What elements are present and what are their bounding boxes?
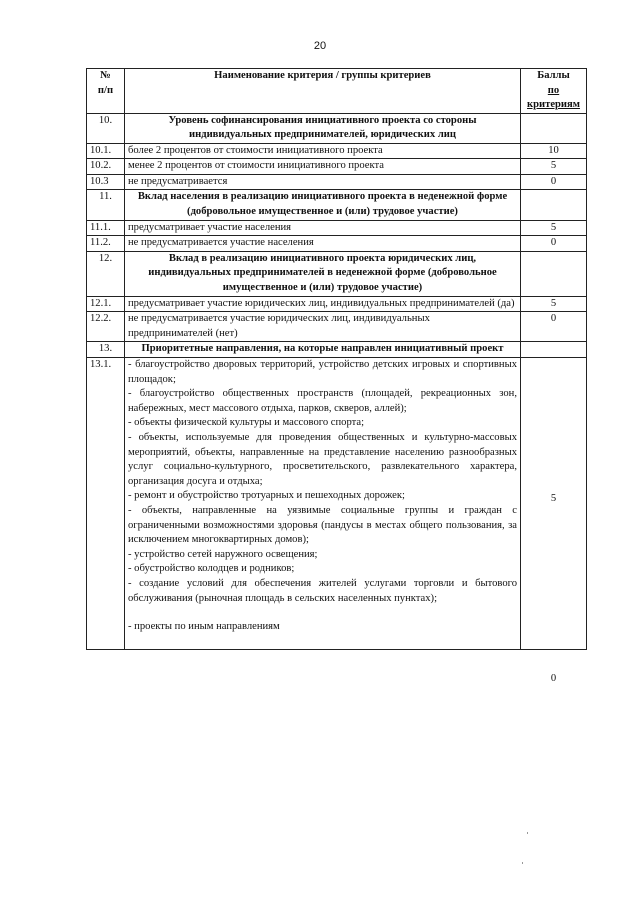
header-score-line1: Баллы: [537, 70, 570, 81]
criterion-score: 5: [521, 159, 587, 175]
list-item: - объекты, направленные на уязвимые социальные группы и граждан с ограниченными возможностями здоровья (пандусы в местах общего пользования, за исключением многоквартирных домов);: [128, 504, 517, 546]
score-main: 5: [550, 493, 557, 504]
list-item: - создание условий для обеспечения жителей услугами торговли и бытового обслуживания (рыночная площадь в сельских населенных пунктах);: [128, 577, 517, 604]
list-item: - ремонт и обустройство тротуарных и пешеходных дорожек;: [128, 490, 405, 502]
criterion-score: 0: [521, 174, 587, 190]
criterion-name: предусматривает участие населения: [125, 220, 521, 236]
criterion-name: не предусматривается участие юридических лиц, индивидуальных предпринимателей (нет): [125, 312, 521, 342]
table-row: [87, 159, 587, 175]
directions-list: [125, 358, 521, 650]
table-row: [87, 220, 587, 236]
list-item: - устройство сетей наружного освещения;: [128, 548, 318, 560]
scan-artifact: [527, 832, 528, 834]
row-number: 12.: [87, 251, 125, 296]
table-row: [87, 174, 587, 190]
row-13-1-scores: [521, 358, 587, 684]
group-row: [87, 342, 587, 358]
table-row: [87, 296, 587, 312]
criterion-score: [521, 113, 587, 143]
scan-artifact: [522, 862, 523, 864]
group-title: Вклад населения в реализацию инициативного проекта в неденежной форме (добровольное имущественное и (или) трудовое участие): [125, 190, 521, 220]
criterion-score: 0: [521, 236, 587, 252]
criteria-row-13-1: [87, 358, 587, 684]
row-number: 11.: [87, 190, 125, 220]
header-score: [521, 69, 587, 114]
list-item-other: - проекты по иным направлениям: [128, 621, 280, 633]
row-number: 13.1.: [87, 358, 125, 650]
row-number: 10.2.: [87, 159, 125, 175]
table-row: [87, 143, 587, 159]
criterion-score: [521, 342, 587, 358]
row-number: 11.2.: [87, 236, 125, 252]
row-number: 10.: [87, 113, 125, 143]
header-score-line2: по критериям: [527, 84, 580, 110]
criteria-rows: [87, 113, 587, 358]
list-item: - благоустройство общественных пространств (площадей, рекреационных зон, набережных, мест массового отдыха, парков, скверов, аллей);: [128, 388, 517, 414]
criterion-score: 0: [521, 312, 587, 342]
score-other: 0: [550, 673, 557, 684]
list-item: - объекты физической культуры и массового спорта;: [128, 417, 365, 429]
group-title: Приоритетные направления, на которые направлен инициативный проект: [125, 342, 521, 358]
row-number: 13.: [87, 342, 125, 358]
row-number: 10.1.: [87, 143, 125, 159]
header-number-line2: п/п: [97, 84, 114, 96]
group-title: Уровень софинансирования инициативного проекта со стороны индивидуальных предпринимателей, юридических лиц: [125, 113, 521, 143]
header-number-line1: №: [100, 70, 111, 81]
criterion-score: [521, 190, 587, 220]
criterion-score: 5: [521, 296, 587, 312]
list-item: - обустройство колодцев и родников;: [128, 563, 295, 575]
criterion-score: [521, 251, 587, 296]
row-number: 10.3: [87, 174, 125, 190]
list-spacer: [128, 606, 517, 620]
table-row: [87, 312, 587, 342]
criterion-name: не предусматривается участие населения: [125, 236, 521, 252]
group-row: [87, 113, 587, 143]
criterion-name: более 2 процентов от стоимости инициативного проекта: [125, 143, 521, 159]
header-number: [87, 69, 125, 114]
group-title: Вклад в реализацию инициативного проекта юридических лиц, индивидуальных предпринимателей в неденежной форме (добровольное имущественное и (или) трудовое участие): [125, 251, 521, 296]
list-item: - объекты, используемые для проведения общественных и культурно-массовых мероприятий, объекты, направленные на представление населению разнообразных услуг социально-культурного, просветительского, развлекательного характера, организация досуга и отдыха;: [128, 431, 517, 487]
criterion-score: 5: [521, 220, 587, 236]
criterion-name: менее 2 процентов от стоимости инициативного проекта: [125, 159, 521, 175]
criterion-score: 10: [521, 143, 587, 159]
table-header-row: [87, 69, 587, 114]
page-number: 20: [313, 40, 327, 52]
list-item: - благоустройство дворовых территорий, устройство детских игровых и спортивных площадок;: [128, 359, 517, 385]
header-criterion-name: Наименование критерия / группы критериев: [125, 69, 521, 114]
group-row: [87, 190, 587, 220]
group-row: [87, 251, 587, 296]
row-number: 11.1.: [87, 220, 125, 236]
row-number: 12.2.: [87, 312, 125, 342]
table-row: [87, 358, 587, 650]
criterion-name: предусматривает участие юридических лиц, индивидуальных предпринимателей (да): [125, 296, 521, 312]
row-number: 12.1.: [87, 296, 125, 312]
criteria-table: [86, 68, 587, 684]
criterion-name: не предусматривается: [125, 174, 521, 190]
table-row: [87, 236, 587, 252]
